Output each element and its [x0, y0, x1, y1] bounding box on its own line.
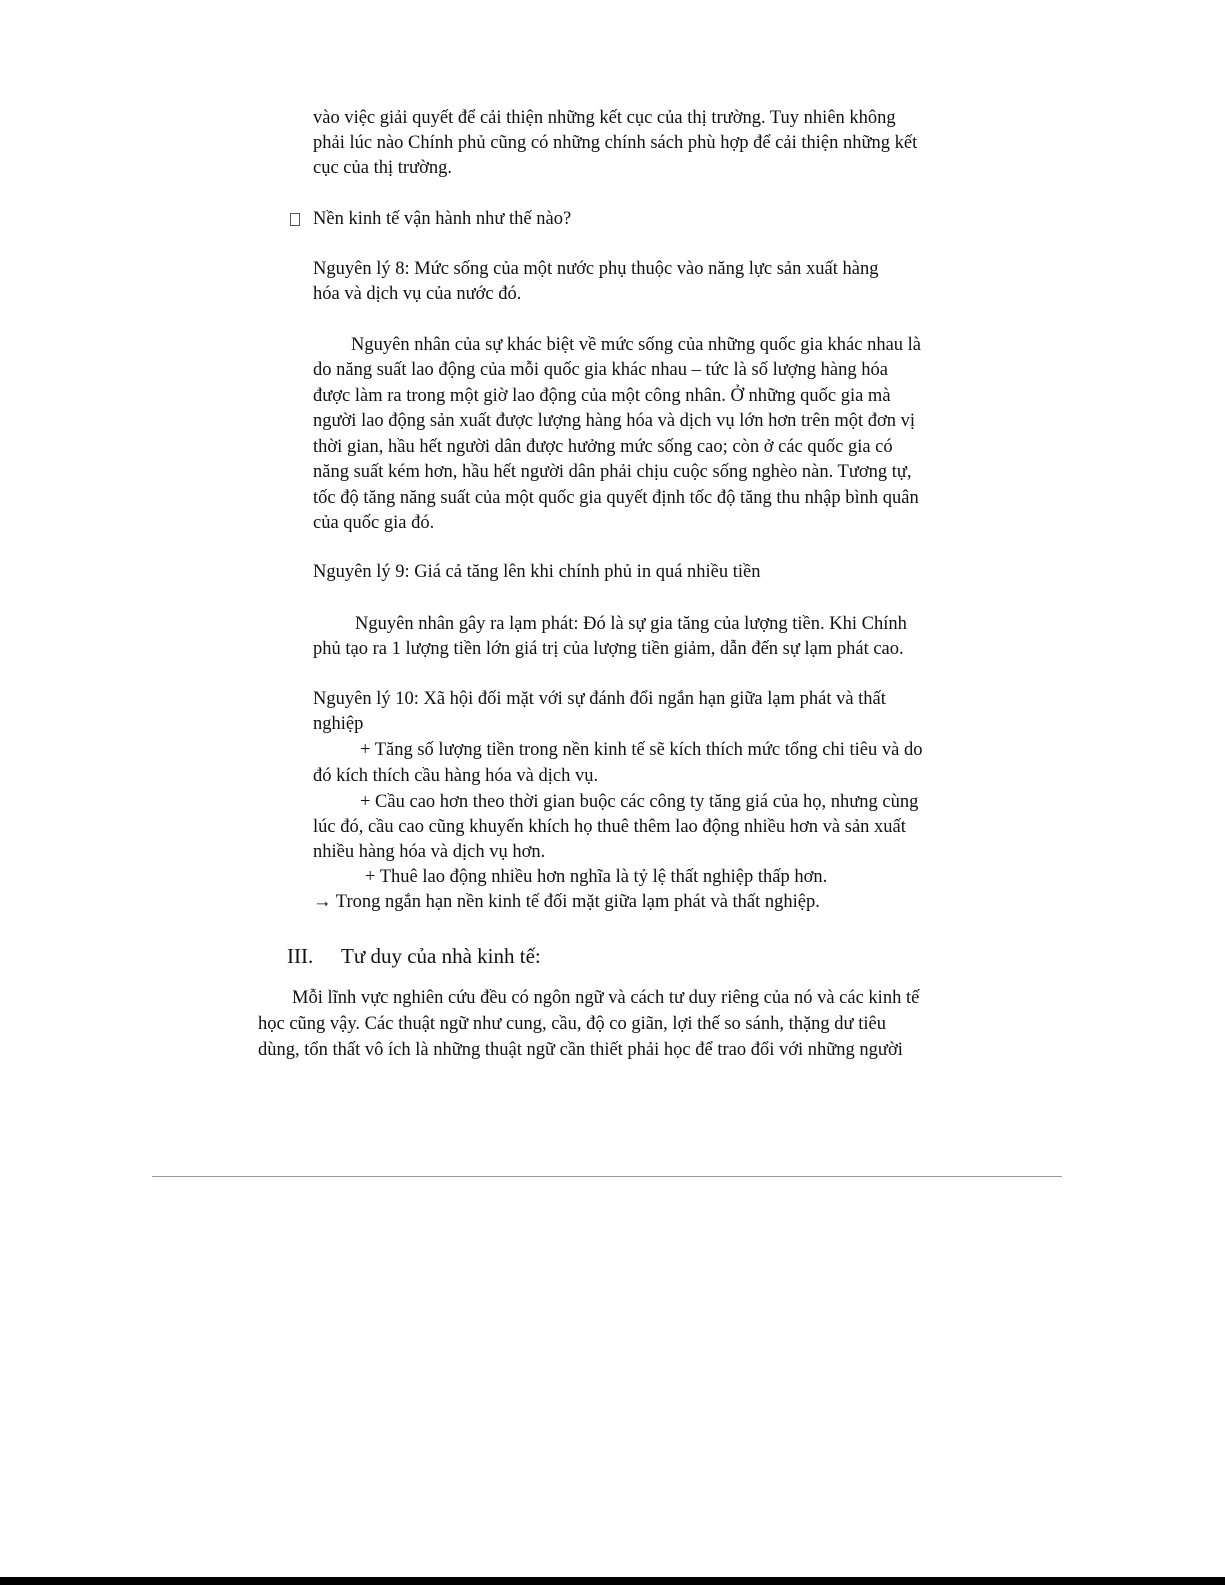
principle-10-body-line: đó kích thích cầu hàng hóa và dịch vụ. — [313, 766, 599, 786]
principle-9-body-line: Nguyên nhân gây ra lạm phát: Đó là sự gia tăng của lượng tiền. Khi Chính — [355, 614, 907, 634]
intro-line: vào việc giải quyết để cải thiện những kết cục của thị trường. Tuy nhiên không — [313, 108, 896, 128]
principle-9-body-line: phủ tạo ra 1 lượng tiền lớn giá trị của lượng tiền giảm, dẫn đến sự lạm phát cao. — [313, 639, 904, 659]
principle-8-title: hóa và dịch vụ của nước đó. — [313, 284, 522, 304]
principle-10-body-line: + Tăng số lượng tiền trong nền kinh tế sẽ kích thích mức tổng chi tiêu và do — [360, 740, 923, 760]
principle-10-body-line: + Thuê lao động nhiều hơn nghĩa là tỷ lệ thất nghiệp thấp hơn. — [365, 867, 828, 887]
page-divider — [152, 1176, 1062, 1177]
section-3-body-line: Mỗi lĩnh vực nghiên cứu đều có ngôn ngữ và cách tư duy riêng của nó và các kinh tế — [292, 988, 920, 1008]
principle-8-body-line: năng suất kém hơn, hầu hết người dân phải chịu cuộc sống nghèo nàn. Tương tự, — [313, 462, 912, 482]
principle-8-body-line: Nguyên nhân của sự khác biệt về mức sống của những quốc gia khác nhau là — [351, 335, 922, 355]
principle-10-conclusion: → Trong ngắn hạn nền kinh tế đối mặt giữa lạm phát và thất nghiệp. — [313, 892, 820, 912]
bottom-edge-bar — [0, 1577, 1225, 1585]
checkbox-bullet-icon — [290, 213, 300, 226]
section-3-body-line: dùng, tổn thất vô ích là những thuật ngữ cần thiết phải học để trao đổi với những người — [258, 1040, 903, 1060]
principle-8-body-line: của quốc gia đó. — [313, 513, 435, 533]
principle-8-title: Nguyên lý 8: Mức sống của một nước phụ thuộc vào năng lực sản xuất hàng — [313, 259, 879, 279]
bullet-heading: Nền kinh tế vận hành như thế nào? — [313, 209, 572, 229]
intro-line: phải lúc nào Chính phủ cũng có những chính sách phù hợp để cải thiện những kết — [313, 133, 918, 153]
principle-10-body-line: + Cầu cao hơn theo thời gian buộc các công ty tăng giá của họ, nhưng cùng — [360, 792, 919, 812]
principle-8-body-line: được làm ra trong một giờ lao động của một công nhân. Ở những quốc gia mà — [313, 386, 891, 406]
principle-10-body-line: nhiều hàng hóa và dịch vụ hơn. — [313, 842, 546, 862]
principle-8-body-line: thời gian, hầu hết người dân được hưởng mức sống cao; còn ở các quốc gia có — [313, 437, 893, 457]
principle-8-body-line: người lao động sản xuất được lượng hàng hóa và dịch vụ lớn hơn trên một đơn vị — [313, 411, 916, 431]
intro-line: cục của thị trường. — [313, 158, 452, 178]
principle-10-title: Nguyên lý 10: Xã hội đối mặt với sự đánh đổi ngắn hạn giữa lạm phát và thất — [313, 689, 886, 709]
section-3-body-line: học cũng vậy. Các thuật ngữ như cung, cầu, độ co giãn, lợi thế so sánh, thặng dư tiêu — [258, 1014, 886, 1034]
principle-10-title: nghiệp — [313, 714, 364, 734]
section-title: Tư duy của nhà kinh tế: — [341, 944, 541, 968]
principle-8-body-line: tốc độ tăng năng suất của một quốc gia quyết định tốc độ tăng thu nhập bình quân — [313, 488, 919, 508]
principle-10-body-line: lúc đó, cầu cao cũng khuyến khích họ thuê thêm lao động nhiều hơn và sản xuất — [313, 817, 906, 837]
section-number: III. — [287, 944, 314, 968]
principle-9-title: Nguyên lý 9: Giá cả tăng lên khi chính phủ in quá nhiều tiền — [313, 562, 761, 582]
principle-8-body-line: do năng suất lao động của mỗi quốc gia khác nhau – tức là số lượng hàng hóa — [313, 360, 888, 380]
